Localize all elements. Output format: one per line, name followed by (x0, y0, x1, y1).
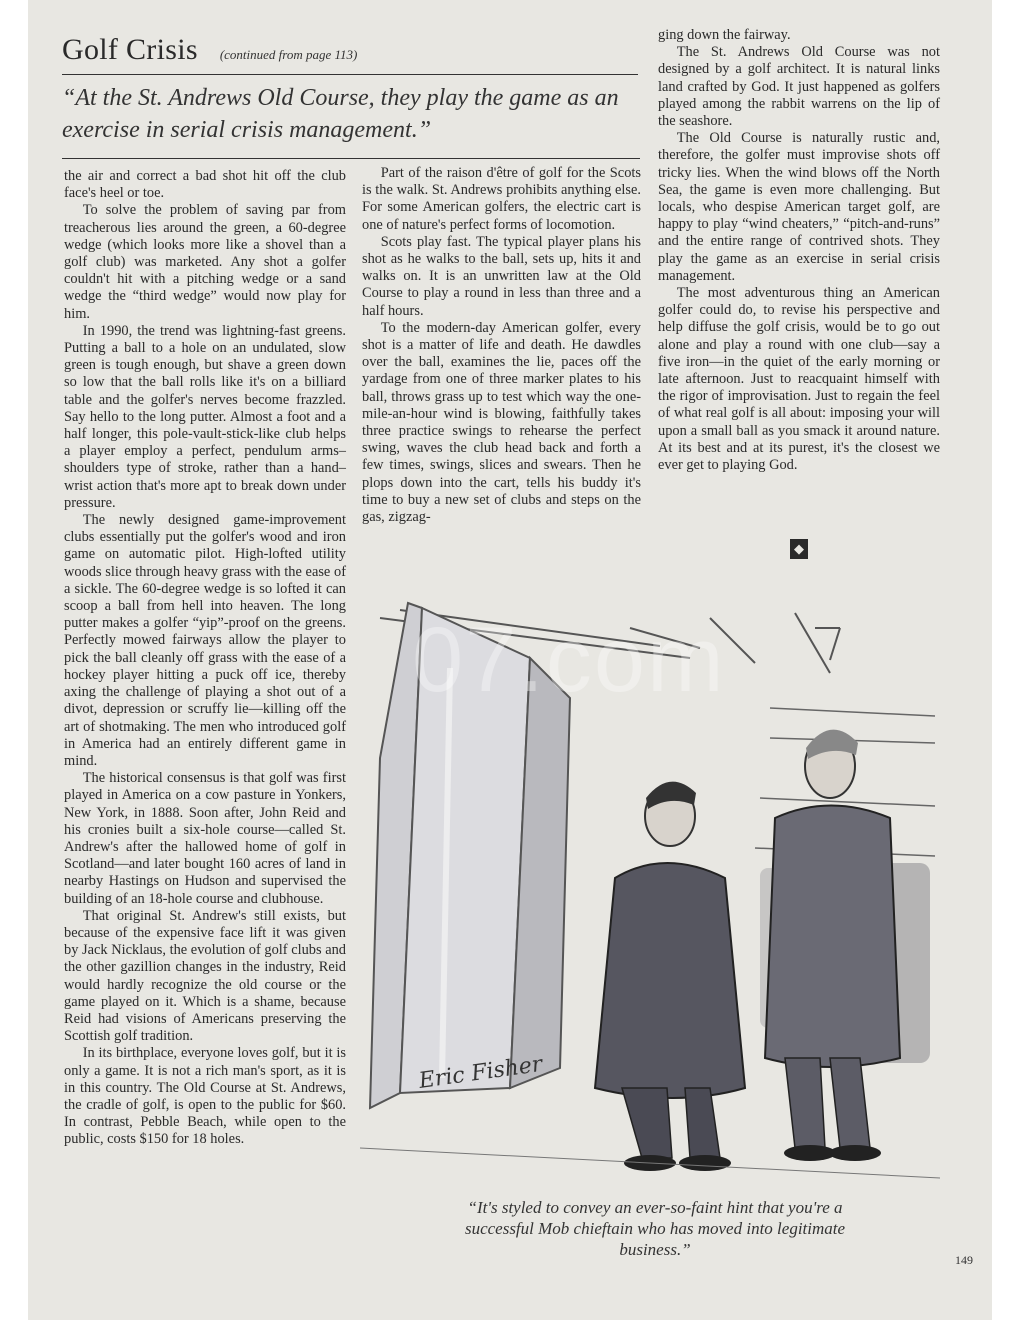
tall-man-figure (765, 730, 900, 1161)
column-2 (362, 165, 641, 526)
watermark: 07.com (412, 609, 726, 711)
paragraph: Scots play fast. The typical player plans his shot as he walks to the ball, sets up, hits it and walks on. It is an unwritten law at the Old Course to play a round in less than three and a half hours. (362, 233, 641, 319)
cartoon-caption: “It's styled to convey an ever-so-faint hint that you're a successful Mob chieftain who has moved into legitimate business.” (464, 1198, 846, 1259)
paragraph: The most adventurous thing an American golfer could do, to revise his perspective and help diffuse the golf crisis, would be to go out alone and play a round with one club—say a five iron—in the quiet of the early morning or late afternoon. Just to reacquaint himself with the rigor of improvisation. Just to regain the feel of what real golf is all about: imposing your will upon a small ball as you smack it around nature. At its best and at its purest, it's the closest we ever get to playing God. (658, 285, 940, 474)
paragraph: the air and correct a bad shot hit off the club face's heel or toe. (64, 168, 346, 202)
paragraph: The historical consensus is that golf was first played in America on a cow pasture in Yonkers, New York, in 1888. Soon after, John Reid and his cronies built a six-hole course—called St. Andrew's after the hallowed home of golf in Scotland—and later bought 160 acres of land in nearby Hastings on Hudson and supervised the building of an 18-hole course and clubhouse. (64, 770, 346, 907)
paragraph: ging down the fairway. (658, 27, 791, 43)
continued-note: (continued from page 113) (219, 47, 358, 62)
paragraph: The St. Andrews Old Course was not designed by a golf architect. It is natural links land crafted by God. It just happened as golfers played among the rabbit warrens on the lip of the seashore. (658, 44, 940, 130)
paragraph: To solve the problem of saving par from treacherous lies around the green, a 60-degree wedge (which looks more like a shovel than a golf club) was marketed. Any shot a golfer couldn't hit with a pitching wedge or a sand wedge the “third wedge” would now play for him. (64, 202, 346, 322)
article-header (62, 33, 638, 75)
page-number: 149 (955, 1253, 973, 1267)
header-rule (62, 74, 638, 75)
article-title: Golf Crisis (62, 33, 198, 66)
paragraph: The Old Course is naturally rustic and, therefore, the golfer must improvise shots off tricky lies. When the wind blows off the North Sea, the game is even more challenging. But locals, who despise American target golf, are happy to play “wind cheaters,” “pitch-and-runs” and the entire range of contrived shots. They play the game as an exercise in serial crisis management. (658, 130, 940, 284)
paragraph: Part of the raison d'être of golf for the Scots is the walk. St. Andrews prohibits anything else. For some American golfers, the electric cart is one of nature's perfect forms of locomotion. (362, 165, 641, 233)
column-3 (658, 27, 940, 474)
paragraph: The newly designed game-improvement clubs essentially put the golfer's wood and iron game on automatic pilot. High-lofted utility woods slice through heavy grass with the ease of a sickle. The 60-degree wedge is so lofted it can scoop a ball from hell into heaven. The long putter makes a golfer “yip”-proof on the greens. Perfectly mowed fairways allow the player to pick the ball cleanly off grass with the ease of a hockey player hitting a puck off ice, thereby axing the challenge of playing a shot out of a divot, depression or scruffy lie—killing off the art of shotmaking. The men who introduced golf in America had an entirely different game in mind. (64, 512, 346, 769)
rabbit-head-end-mark-icon: ◆ (790, 539, 808, 559)
paragraph: To the modern-day American golfer, every shot is a matter of life and death. He dawdles over the ball, examines the lie, paces off the yardage from one of three marker plates to his ball, throws grass up to test which way the one-mile-an-hour wind is blowing, faithfully takes three practice swings to rehearse the perfect swing, waves the club head back and forth a few times, swings, slices and swears. Then he plops down into the cart, tells his buddy it's time to buy a new set of clubs and steps on the gas, zigzag- (362, 319, 641, 526)
paragraph: In its birthplace, everyone loves golf, but it is only a game. It is not a rich man's sport, as it is in this country. The Old Course at St. Andrews, the cradle of golf, is open to the public for $60. In contrast, Pebble Beach, while open to the public, costs $150 for 18 holes. (64, 1045, 346, 1148)
column-1 (64, 168, 346, 1149)
pullquote-rule (62, 158, 640, 159)
paragraph: In 1990, the trend was lightning-fast greens. Putting a ball to a hole on an undulated, slow green is tough enough, but shave a green down so low that the ball rolls like it's on a billiard table and the golfer's nerves become frazzled. Say hello to the long putter. Almost a foot and a half longer, this pole-vault-stick-like club helps a player employ a perfect, pendulum arms–shoulders type of stroke, rather than a hand–wrist action that's more apt to break down under pressure. (64, 322, 346, 511)
pull-quote: “At the St. Andrews Old Course, they play the game as an exercise in serial crisis management.” (62, 85, 619, 143)
short-man-figure (595, 782, 745, 1171)
artist-signature: Eric Fisher (417, 1051, 544, 1094)
paragraph: That original St. Andrew's still exists, but because of the expensive face lift it was given by Jack Nicklaus, the evolution of golf clubs and the other gazillion changes in the industry, Reid would hardly recognize the old course or the game played on it. Which is a shame, because Reid had visions of Americans preserving the Scottish golf tradition. (64, 907, 346, 1045)
